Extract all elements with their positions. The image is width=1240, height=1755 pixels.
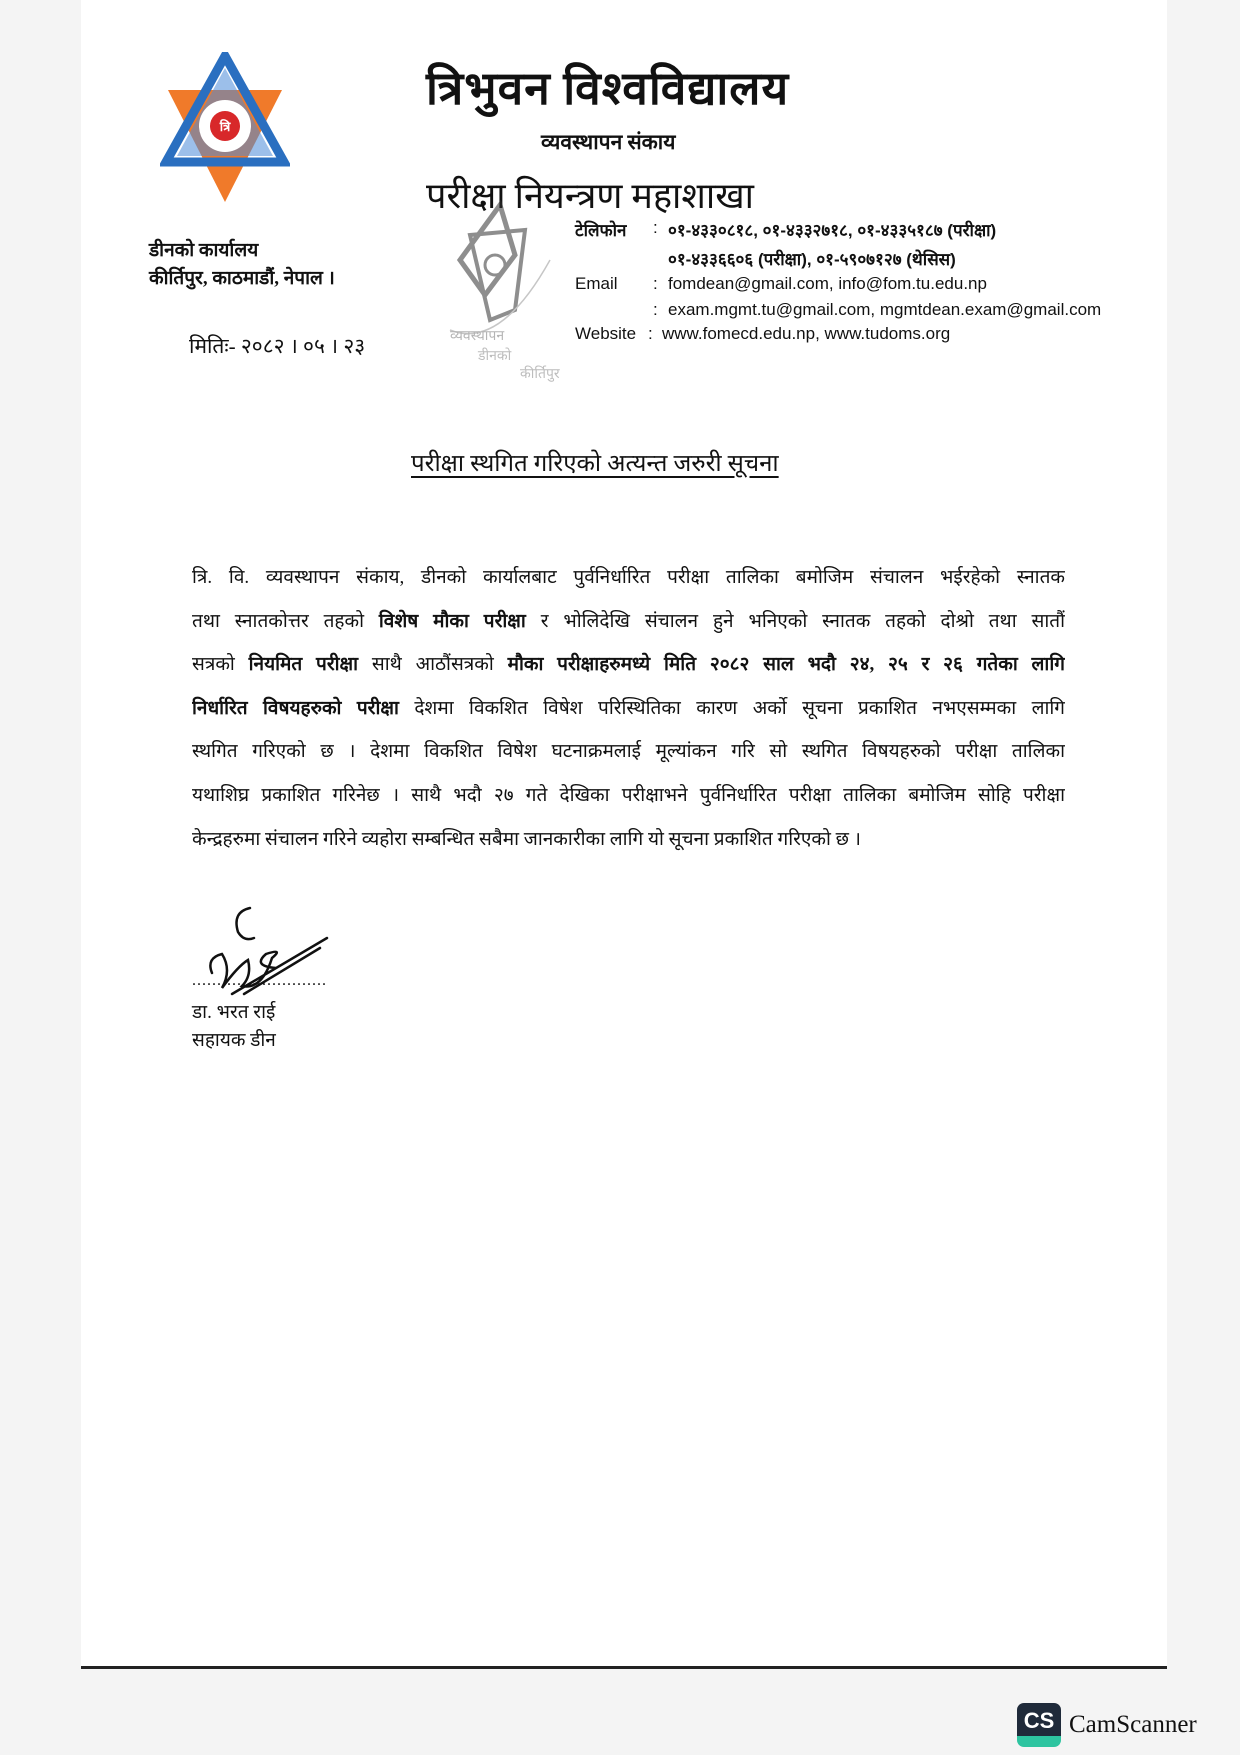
body-line xyxy=(192,600,1065,644)
signatory-title: सहायक डीन xyxy=(192,1030,276,1051)
office-address: कीर्तिपुर, काठमाडौं, नेपाल । xyxy=(149,268,335,289)
body-bold-text: नियमित परीक्षा xyxy=(248,654,359,676)
svg-text:डीनको: डीनको xyxy=(478,349,512,364)
university-logo xyxy=(160,52,290,207)
signatory-name: डा. भरत राई xyxy=(192,1002,276,1023)
telephone-numbers-2: ०१-४३३६६०६ (परीक्षा), ०१-५९०७१२७ (थेसिस) xyxy=(668,250,956,269)
colon: : xyxy=(648,324,653,343)
notice-date: मितिः- २०८२ । ०५ । २३ xyxy=(189,334,366,358)
body-text: त्रि. वि. व्यवस्थापन संकाय, डीनको कार्यालबाट पुर्वनिर्धारित परीक्षा तालिका बमोजिम संचालन भईरहेको स्नातक xyxy=(192,567,1065,588)
body-text: सत्रको xyxy=(192,654,249,676)
body-text: केन्द्रहरुमा संचालन गरिने व्यहोरा सम्बन्धित सबैमा जानकारीका लागि यो सूचना प्रकाशित गरिएको छ । xyxy=(192,828,861,850)
body-text: र भोलिदेखि संचालन हुने भनिएको स्नातक तहको दोश्रो तथा सातौं xyxy=(525,610,1065,632)
body-text: स्थगित गरिएको छ । देशमा विकशित विषेश घटनाक्रमलाई मूल्यांकन गरि सो स्थगित विषयहरुको परीक्षा तालिका xyxy=(192,741,1065,763)
body-bold-text: विशेष मौका परीक्षा xyxy=(378,610,526,632)
body-text: यथाशिघ्र प्रकाशित गरिनेछ । साथै भदौ २७ गते देखिका परीक्षाभने पुर्वनिर्धारित परीक्षा तालिका बमोजिम सोहि परीक्षा xyxy=(192,784,1065,806)
website-label: Website xyxy=(575,324,637,343)
body-text: तथा स्नातकोत्तर तहको xyxy=(192,610,379,632)
camscanner-logo-icon: CS xyxy=(1017,1703,1061,1747)
body-line xyxy=(192,643,1065,687)
camscanner-watermark xyxy=(1017,1703,1197,1747)
camscanner-brand: CamScanner xyxy=(1069,1711,1197,1738)
body-line xyxy=(192,556,1065,600)
body-line xyxy=(192,730,1065,774)
body-text: साथै आठौंसत्रको xyxy=(358,654,508,676)
colon: : xyxy=(653,218,658,237)
email-label: Email xyxy=(575,274,618,293)
university-name: त्रिभुवन विश्वविद्यालय xyxy=(426,63,790,114)
body-line xyxy=(192,774,1065,818)
email-addresses-2: exam.mgmt.tu@gmail.com, mgmtdean.exam@gmail.com xyxy=(668,300,1102,319)
notice-body xyxy=(192,556,1065,861)
signature-line: ........................... xyxy=(192,972,327,989)
svg-text:त्रि: त्रि xyxy=(219,119,231,134)
division-name: परीक्षा नियन्त्रण महाशाखा xyxy=(426,176,754,216)
email-addresses: fomdean@gmail.com, info@fom.tu.edu.np xyxy=(668,274,987,293)
body-bold-text: मौका परीक्षाहरुमध्ये मिति २०८२ साल भदौ २४, २५ र २६ गतेका लागि xyxy=(507,654,1065,676)
svg-text:व्यवस्थापन: व्यवस्थापन xyxy=(450,329,505,344)
office-name: डीनको कार्यालय xyxy=(149,240,259,261)
colon: : xyxy=(653,274,658,293)
notice-heading: परीक्षा स्थगित गरिएको अत्यन्त जरुरी सूचना xyxy=(411,451,779,477)
body-text: देशमा विकशित विषेश परिस्थितिका कारण अर्को सूचना प्रकाशित नभएसम्मका लागि xyxy=(398,697,1065,719)
body-line xyxy=(192,687,1065,731)
website-urls: www.fomecd.edu.np, www.tudoms.org xyxy=(662,324,951,343)
telephone-label: टेलिफोन xyxy=(575,221,627,240)
colon: : xyxy=(653,300,658,319)
telephone-numbers: ०१-४३३०८१८, ०१-४३३२७१८, ०१-४३३५१८७ (परीक्षा) xyxy=(668,221,997,240)
body-bold-text: निर्धारित विषयहरुको परीक्षा xyxy=(192,697,399,719)
faculty-name: व्यवस्थापन संकाय xyxy=(541,130,676,154)
body-line xyxy=(192,818,1065,862)
svg-text:कीर्तिपुर: कीर्तिपुर xyxy=(520,367,560,382)
